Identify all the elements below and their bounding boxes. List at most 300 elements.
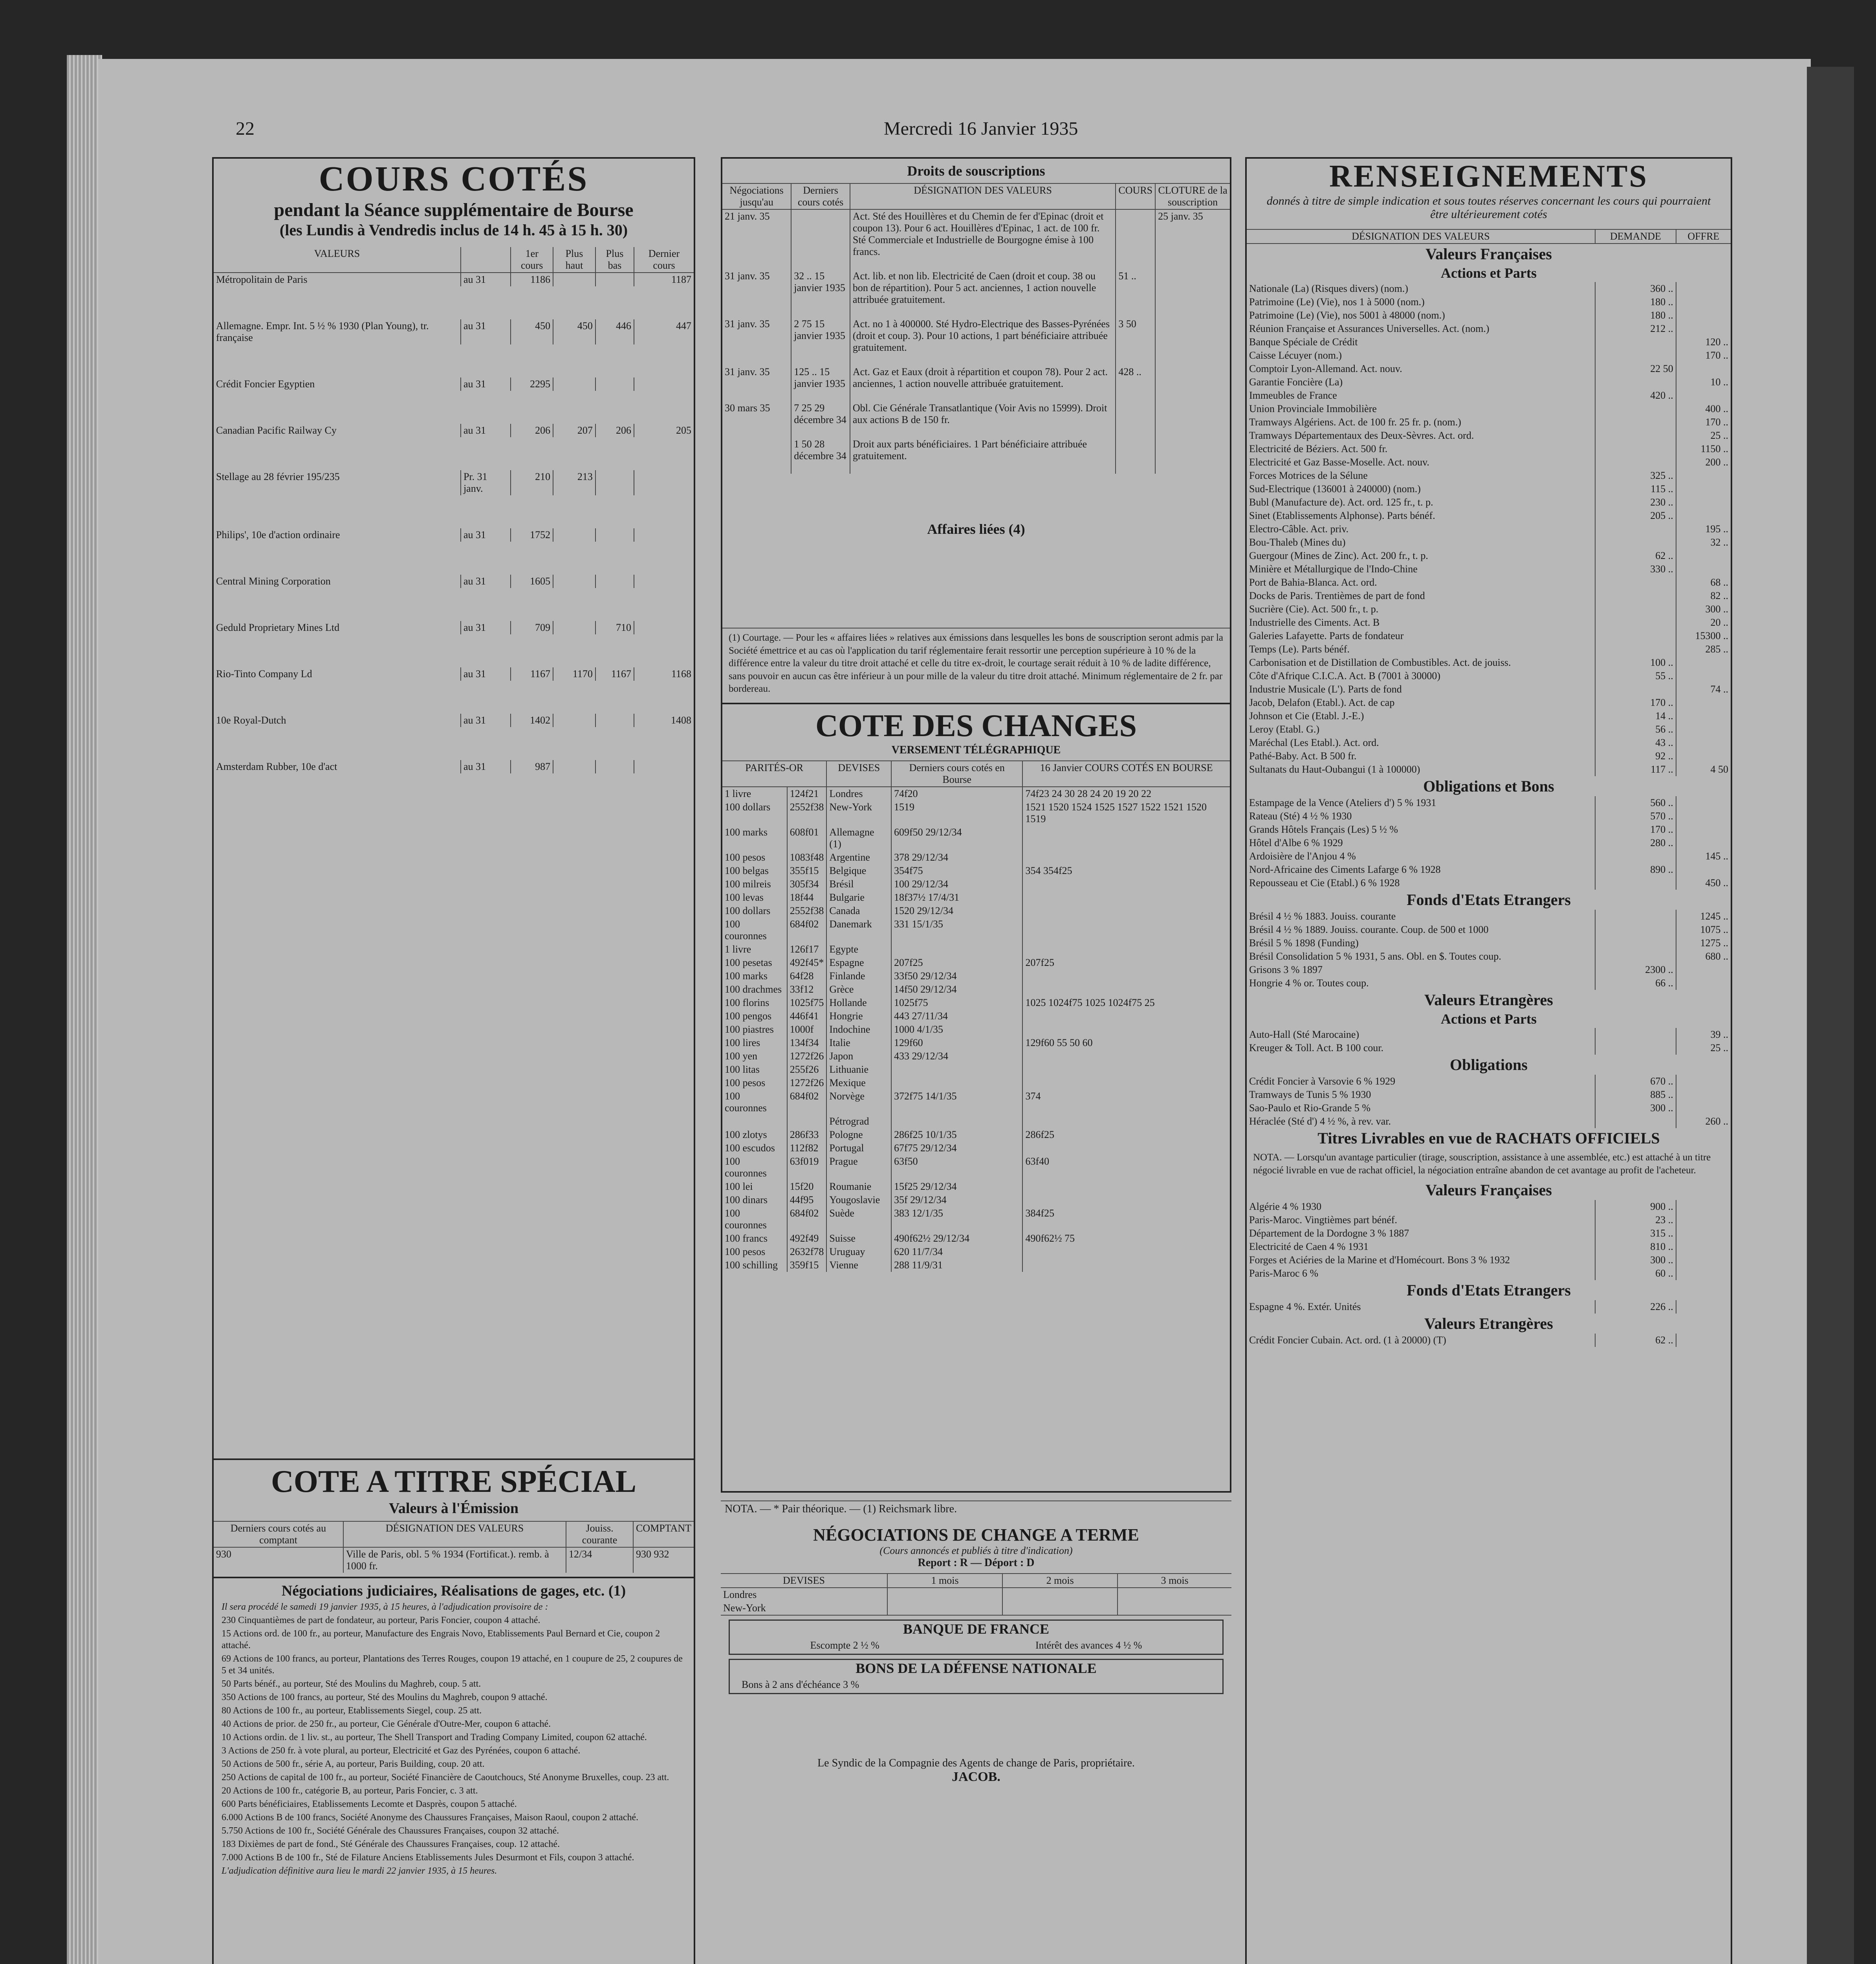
table-row [1247, 1200, 1731, 1213]
cell: 1408 [634, 714, 694, 727]
cell: 4 50 [1676, 763, 1731, 776]
cell: 25 .. [1676, 429, 1731, 442]
cell [1116, 209, 1155, 269]
cell: Sultanats du Haut-Oubangui (1 à 100000) [1249, 764, 1420, 775]
cell: Canadian Pacific Railway Cy [216, 425, 337, 436]
change-terme-subtitle: (Cours annoncés et publiés à titre d'indication) [879, 1545, 1073, 1556]
cell: 100 pengos [725, 1010, 772, 1022]
cell: Electro-Câble. Act. priv. [1249, 523, 1349, 535]
cell [1595, 456, 1676, 469]
section-row [1247, 1180, 1731, 1200]
cell: Brésil 4 ½ % 1883. Jouiss. courante [1249, 911, 1396, 922]
cell: 3 50 [1116, 317, 1155, 365]
cell: 2 75 15 janvier 1935 [791, 317, 850, 365]
cell: 14 .. [1595, 709, 1676, 723]
row-spacer [214, 634, 694, 667]
row-spacer [214, 437, 694, 470]
divider [214, 1458, 694, 1460]
cell: 384f25 [1022, 1207, 1230, 1232]
cell: 124f21 [787, 787, 827, 801]
cell: 25 janv. 35 [1155, 209, 1230, 269]
cell: Stellage au 28 février 195/235 [216, 471, 340, 482]
cell [1116, 401, 1155, 438]
cell [1595, 603, 1676, 616]
cell [1676, 295, 1731, 309]
cell: 620 11/7/34 [891, 1245, 1022, 1259]
cell [787, 1115, 827, 1128]
cell: 31 janv. 35 [725, 270, 770, 282]
cell: 260 .. [1676, 1115, 1731, 1128]
cell [1676, 1200, 1731, 1213]
cell: Crédit Foncier Cubain. Act. ord. (1 à 20000) (T) [1249, 1334, 1446, 1346]
cell: 1520 29/12/34 [891, 904, 1022, 918]
cell [1595, 1028, 1676, 1041]
cell [1676, 1088, 1731, 1101]
cell: 1167 [595, 667, 634, 681]
cell [1022, 826, 1230, 851]
cell: Electricité de Caen 4 % 1931 [1249, 1241, 1369, 1252]
cell: 74f20 [891, 787, 1022, 801]
cell [891, 1063, 1022, 1076]
table-row [1247, 1240, 1731, 1253]
table-row [1247, 482, 1731, 496]
table-row [1247, 309, 1731, 322]
cell: Ardoisière de l'Anjou 4 % [1249, 850, 1356, 862]
cell [1676, 309, 1731, 322]
cell: 1 livre [725, 788, 751, 799]
cell [1676, 1334, 1731, 1347]
cell [595, 273, 634, 286]
table-row [722, 851, 1230, 864]
cell [1676, 963, 1731, 977]
divider [214, 1577, 694, 1578]
cell: Métropolitain de Paris [216, 274, 308, 285]
cell: New-York [826, 801, 891, 826]
row-spacer [214, 344, 694, 377]
cell: 230 .. [1595, 496, 1676, 509]
table-row [214, 377, 694, 391]
cell: 12/34 [566, 1547, 633, 1573]
column-changes-bottom [721, 1500, 1231, 1964]
table-row [1247, 963, 1731, 977]
negociations-title: Négociations judiciaires, Réalisations de gages, etc. (1) [281, 1583, 626, 1599]
table-row [1247, 603, 1731, 616]
table-row [722, 365, 1230, 401]
cell [1022, 1076, 1230, 1090]
table-row [214, 575, 694, 588]
table-row [214, 470, 694, 495]
cell: Electricité et Gaz Basse-Moselle. Act. nouv. [1249, 456, 1429, 468]
cell [1595, 1115, 1676, 1128]
cell: 1521 1520 1524 1525 1527 1522 1521 1520 1519 [1022, 801, 1230, 826]
cell: 570 .. [1595, 810, 1676, 823]
table-row [1247, 810, 1731, 823]
cell [1595, 936, 1676, 950]
cell: 1272f26 [787, 1050, 827, 1063]
cell: 15f25 29/12/34 [891, 1180, 1022, 1193]
cell: 51 .. [1116, 269, 1155, 317]
row-spacer [214, 588, 694, 621]
cell [595, 575, 634, 588]
cell: 120 .. [1676, 335, 1731, 349]
table-row [722, 956, 1230, 969]
table-row [214, 760, 694, 773]
cell [1116, 438, 1155, 474]
cell: 286f25 10/1/35 [891, 1128, 1022, 1141]
section-row [1247, 1148, 1731, 1180]
cell: Prague [826, 1155, 891, 1180]
cell: Finlande [826, 969, 891, 983]
table-row [722, 969, 1230, 983]
cell: 670 .. [1595, 1075, 1676, 1088]
cell: 930 [216, 1548, 231, 1560]
cell [1676, 549, 1731, 562]
cell: 63f019 [787, 1155, 827, 1180]
cell [1595, 442, 1676, 456]
cell: Italie [826, 1036, 891, 1050]
cell: Paris-Maroc. Vingtièmes part bénéf. [1249, 1214, 1398, 1226]
cell: 378 29/12/34 [891, 851, 1022, 864]
cell: 2300 .. [1595, 963, 1676, 977]
cell: 170 .. [1676, 349, 1731, 362]
table-row [1247, 335, 1731, 349]
cell: 170 .. [1676, 416, 1731, 429]
cell [1595, 349, 1676, 362]
cell [1155, 269, 1230, 317]
col-header: Derniers cours cotés au comptant [214, 1521, 343, 1547]
cell: 10 .. [1676, 376, 1731, 389]
col-header: Derniers cours cotés [791, 183, 850, 209]
binding-shadow [1807, 67, 1854, 1964]
negociations-body [214, 1601, 694, 1877]
cell: 1000f [787, 1023, 827, 1036]
cell: 1025f75 [891, 996, 1022, 1009]
cell: 44f95 [787, 1193, 827, 1207]
cell: 372f75 14/1/35 [891, 1090, 1022, 1115]
cell: 25 .. [1676, 1041, 1731, 1055]
renseignements-subtitle: donnés à titre de simple indication et sous toutes réserves concernant les cours qui pourraient être ultérieurement cotés [1266, 194, 1711, 221]
cell [1676, 482, 1731, 496]
cell: Amsterdam Rubber, 10e d'act [216, 761, 337, 772]
negociation-item: 7.000 Actions B de 100 fr., Sté de Filature Anciens Etablissements Jules Desurmont et Fils, coupon 3 attaché. [222, 1852, 634, 1863]
cell: 360 .. [1595, 282, 1676, 295]
table-row [1247, 1088, 1731, 1101]
cell [1022, 904, 1230, 918]
col-header: Plus bas [595, 247, 634, 273]
negociation-item: 250 Actions de capital de 100 fr., au porteur, Société Financière de Caoutchoucs, Sté Anonyme Bruxelles, coup. 23 att. [222, 1772, 669, 1783]
cell: 428 .. [1116, 365, 1155, 401]
table-row [1247, 656, 1731, 669]
cell [1022, 1009, 1230, 1023]
cell [1022, 969, 1230, 983]
cell [1022, 1115, 1230, 1128]
cell: 180 .. [1595, 295, 1676, 309]
cell: 355f15 [787, 864, 827, 878]
table-row [1247, 469, 1731, 482]
cell: 126f17 [787, 943, 827, 956]
table-row [1247, 576, 1731, 589]
cell: Héraclée (Sté d') 4 ½ %, à rev. var. [1249, 1116, 1391, 1127]
cell: 490f62½ 75 [1022, 1232, 1230, 1245]
cell: 1272f26 [787, 1076, 827, 1090]
cell: 100 .. [1595, 656, 1676, 669]
cell [553, 273, 595, 286]
table-row [722, 1180, 1230, 1193]
cell [1022, 1063, 1230, 1076]
cell: 684f02 [787, 1207, 827, 1232]
cell [1022, 878, 1230, 891]
cell: 1 50 28 décembre 34 [791, 438, 850, 474]
cell: 255f26 [787, 1063, 827, 1076]
change-terme-table [721, 1573, 1231, 1616]
col-header: PARITÉS-OR [722, 761, 826, 787]
cell [891, 943, 1022, 956]
cell: 1187 [634, 273, 694, 286]
cell: Sud-Electrique (136001 à 240000) (nom.) [1249, 483, 1421, 495]
changes-title: COTE DES CHANGES [815, 708, 1137, 743]
cell: 100 dollars [725, 801, 771, 813]
cell: 15300 .. [1676, 629, 1731, 643]
courtage-note: (1) Courtage. — Pour les « affaires liées » relatives aux émissions dans lesquelles les bons de souscription seront admis par la Société émettrice et au cas où l'application du tarif réglementaire ferait ressortir une perception supérieure à 10 % de la différence entre la valeur du titre droit attaché et celle du titre ex-droit, le courtage serait réduit à 10 % de ladite différence, sans pouvoir en aucun cas être inférieur à un pour mille de la valeur du titre droit attaché. Minimum réglementaire de 2 fr. par bordereau. [722, 628, 1230, 699]
section-row [1247, 1314, 1731, 1334]
cell: 2295 [511, 377, 553, 391]
cell: 62 .. [1595, 549, 1676, 562]
cell [722, 438, 791, 474]
cell: Droit aux parts bénéficiaires. 1 Part bénéficiaire attribuée gratuitement. [850, 438, 1116, 474]
table-row [1247, 1267, 1731, 1280]
cell [1676, 696, 1731, 709]
cell: 490f62½ 29/12/34 [891, 1232, 1022, 1245]
cell: Lithuanie [826, 1063, 891, 1076]
section-row [1247, 1055, 1731, 1075]
cell: Forces Motrices de la Sélune [1249, 470, 1368, 481]
cell: 100 francs [725, 1232, 768, 1244]
cell: Pétrograd [826, 1115, 891, 1128]
table-row [1247, 936, 1731, 950]
cell [1676, 1300, 1731, 1314]
cell [595, 714, 634, 727]
cell: 32 .. [1676, 536, 1731, 549]
cell: au 31 [461, 424, 511, 437]
cell [1595, 876, 1676, 890]
table-row [722, 1009, 1230, 1023]
cell: 810 .. [1595, 1240, 1676, 1253]
col-header: 3 mois [1118, 1574, 1231, 1588]
cell: Vienne [826, 1259, 891, 1272]
cell: Maréchal (Les Etabl.). Act. ord. [1249, 737, 1379, 748]
cell: Belgique [826, 864, 891, 878]
cell: 207f25 [1022, 956, 1230, 969]
cell [1676, 1240, 1731, 1253]
col-header: DEVISES [721, 1574, 887, 1588]
cell: Hôtel d'Albe 6 % 1929 [1249, 837, 1343, 848]
cell: 66 .. [1595, 977, 1676, 990]
cell: 100 milreis [725, 878, 771, 890]
cell: 885 .. [1595, 1088, 1676, 1101]
changes-table [722, 760, 1230, 1272]
table-row [721, 1601, 1231, 1615]
cell: Grèce [826, 983, 891, 996]
cell: Patrimoine (Le) (Vie), nos 5001 à 48000 (nom.) [1249, 310, 1445, 321]
droits-title: Droits de souscriptions [907, 163, 1045, 179]
col-header: COURS [1116, 183, 1155, 209]
section-row [1247, 1128, 1731, 1148]
cell: Philips', 10e d'action ordinaire [216, 529, 340, 540]
col-header: DÉSIGNATION DES VALEURS [343, 1521, 566, 1547]
col-header: OFFRE [1676, 229, 1731, 244]
cell: 210 [511, 470, 553, 495]
cell [595, 377, 634, 391]
cell: 206 [595, 424, 634, 437]
cell [891, 1115, 1022, 1128]
cell: Londres [826, 787, 891, 801]
cell: 82 .. [1676, 589, 1731, 603]
cell: Banque Spéciale de Crédit [1249, 336, 1358, 348]
banque-france-box [729, 1620, 1224, 1655]
negociation-item: 230 Cinquantièmes de part de fondateur, au porteur, Paris Foncier, coupon 4 attaché. [222, 1615, 540, 1625]
col-header: DÉSIGNATION DES VALEURS [850, 183, 1116, 209]
table-row [722, 1128, 1230, 1141]
table-row [1247, 429, 1731, 442]
cell: Algérie 4 % 1930 [1249, 1201, 1322, 1212]
section-heading: Actions et Parts [1441, 265, 1537, 281]
col-header: 2 mois [1002, 1574, 1118, 1588]
cell [1022, 851, 1230, 864]
table-row [1247, 522, 1731, 536]
table-row [722, 1155, 1230, 1180]
cell: 354 354f25 [1022, 864, 1230, 878]
table-row [722, 996, 1230, 1009]
cell [1022, 891, 1230, 904]
section-heading: Fonds d'Etats Etrangers [1407, 891, 1571, 909]
cell: 100 lei [725, 1180, 753, 1192]
cell: 100 dollars [725, 905, 771, 916]
cell: Kreuger & Toll. Act. B 100 cour. [1249, 1042, 1384, 1053]
cell [1595, 589, 1676, 603]
row-spacer [214, 727, 694, 760]
bons-defense-line: Bons à 2 ans d'échéance 3 % [742, 1679, 859, 1690]
cell: Roumanie [826, 1180, 891, 1193]
cell: Galeries Lafayette. Parts de fondateur [1249, 630, 1404, 641]
cell: au 31 [461, 528, 511, 542]
cell: 900 .. [1595, 1200, 1676, 1213]
cell: Electricité de Béziers. Act. 500 fr. [1249, 443, 1388, 454]
cell: 450 [511, 319, 553, 344]
table-row [1247, 1115, 1731, 1128]
table-row [721, 1588, 1231, 1601]
cell: 100 drachmes [725, 983, 782, 995]
cell: 170 .. [1595, 696, 1676, 709]
cell: 74f23 24 30 28 24 20 19 20 22 [1022, 787, 1230, 801]
cell: 447 [634, 319, 694, 344]
cell [1676, 656, 1731, 669]
cell [1595, 850, 1676, 863]
cell: Londres [723, 1589, 757, 1600]
escompte-rate: Escompte 2 ½ % [810, 1640, 879, 1651]
table-row [722, 1193, 1230, 1207]
cell [1022, 1023, 1230, 1036]
section-row [1247, 990, 1731, 1010]
table-row [722, 1141, 1230, 1155]
cell: 145 .. [1676, 850, 1731, 863]
cell: Paris-Maroc 6 % [1249, 1268, 1319, 1279]
col-header: COMPTANT [633, 1521, 694, 1547]
section-heading: Fonds d'Etats Etrangers [1407, 1281, 1571, 1299]
negociation-item: 600 Parts bénéficiaires, Etablissements Lecomte et Dasprès, coupon 5 attaché. [222, 1799, 517, 1809]
cell: 492f49 [787, 1232, 827, 1245]
cell: 300 .. [1595, 1101, 1676, 1115]
cell: 100 yen [725, 1050, 758, 1062]
table-row [1247, 1227, 1731, 1240]
cell: 400 .. [1676, 402, 1731, 416]
cell: 68 .. [1676, 576, 1731, 589]
imprint-name: JACOB. [952, 1770, 1000, 1784]
cell: 1519 [891, 801, 1022, 826]
cell [553, 528, 595, 542]
cell: 300 .. [1676, 603, 1731, 616]
cell [1022, 1050, 1230, 1063]
cell: New-York [723, 1602, 766, 1614]
cell: 62 .. [1595, 1334, 1676, 1347]
cell [595, 470, 634, 495]
table-row [722, 1063, 1230, 1076]
negociation-item: 183 Dixièmes de part de fond., Sté Générale des Chaussures Françaises, coup. 12 attaché. [222, 1839, 560, 1849]
table-row [1247, 362, 1731, 376]
table-row [1247, 923, 1731, 936]
table-row [1247, 549, 1731, 562]
cell: 92 .. [1595, 749, 1676, 763]
cell [1676, 322, 1731, 335]
cell [1676, 810, 1731, 823]
cell: 100 litas [725, 1063, 760, 1075]
cell: 18f37½ 17/4/31 [891, 891, 1022, 904]
cell: 608f01 [787, 826, 827, 851]
table-row [1247, 1300, 1731, 1314]
cell: 31 janv. 35 [725, 366, 770, 377]
cell [1155, 317, 1230, 365]
table-row [1247, 910, 1731, 923]
cell [1595, 683, 1676, 696]
cell: 100 schilling [725, 1259, 778, 1271]
cell: 74 .. [1676, 683, 1731, 696]
table-row [1247, 295, 1731, 309]
cell: 286f33 [787, 1128, 827, 1141]
table-row [722, 1245, 1230, 1259]
cell: 100 levas [725, 891, 764, 903]
cell: 1605 [511, 575, 553, 588]
cell: Hollande [826, 996, 891, 1009]
negociations-items [214, 1614, 694, 1863]
section-row [1247, 244, 1731, 264]
cell [1595, 416, 1676, 429]
cell: 420 .. [1595, 389, 1676, 402]
table-row [1247, 536, 1731, 549]
cell: 609f50 29/12/34 [891, 826, 1022, 851]
col-header: DEVISES [826, 761, 891, 787]
section-row [1247, 890, 1731, 910]
cell: 1083f48 [787, 851, 827, 864]
cell: 1025 1024f75 1025 1024f75 25 [1022, 996, 1230, 1009]
table-row [1247, 643, 1731, 656]
col-header: 1er cours [511, 247, 553, 273]
cell: Sucrière (Cie). Act. 500 fr., t. p. [1249, 603, 1379, 615]
cell: Allemagne. Empr. Int. 5 ½ % 1930 (Plan Young), tr. française [216, 320, 429, 343]
cell [1595, 576, 1676, 589]
table-row [1247, 376, 1731, 389]
cell: Indochine [826, 1023, 891, 1036]
cell: Temps (Le). Parts bénéf. [1249, 643, 1350, 655]
spacer [721, 1698, 1231, 1757]
